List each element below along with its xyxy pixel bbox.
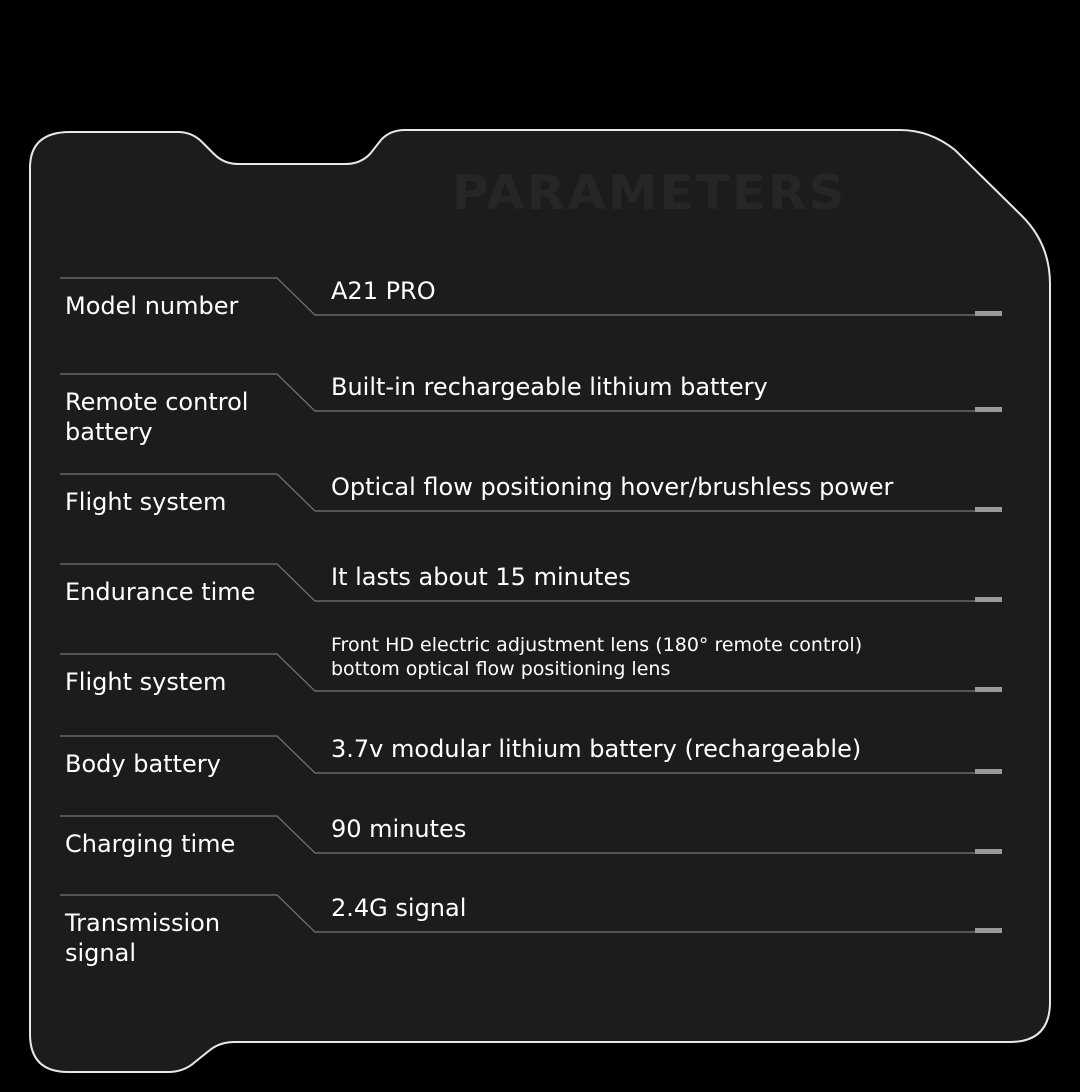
spec-label: Flight system: [65, 488, 227, 516]
spec-value: Optical flow positioning hover/brushless power: [331, 473, 894, 501]
parameters-watermark: PARAMETERS: [452, 166, 847, 221]
spec-value: 2.4G signal: [331, 894, 467, 922]
spec-value: 3.7v modular lithium battery (rechargeable): [331, 735, 862, 763]
spec-label: Flight system: [65, 668, 227, 696]
spec-label: Endurance time: [65, 578, 256, 606]
spec-label: Remote control battery: [65, 388, 249, 446]
spec-label: Charging time: [65, 830, 236, 858]
spec-value: Front HD electric adjustment lens (180° remote control) bottom optical flow positioning lens: [331, 634, 863, 680]
spec-value: A21 PRO: [331, 277, 436, 305]
spec-value: It lasts about 15 minutes: [331, 563, 631, 591]
spec-value: Built-in rechargeable lithium battery: [331, 373, 768, 401]
spec-label: Body battery: [65, 750, 221, 778]
spec-label: Transmission signal: [65, 909, 221, 967]
spec-label: Model number: [65, 292, 239, 320]
spec-value: 90 minutes: [331, 815, 467, 843]
